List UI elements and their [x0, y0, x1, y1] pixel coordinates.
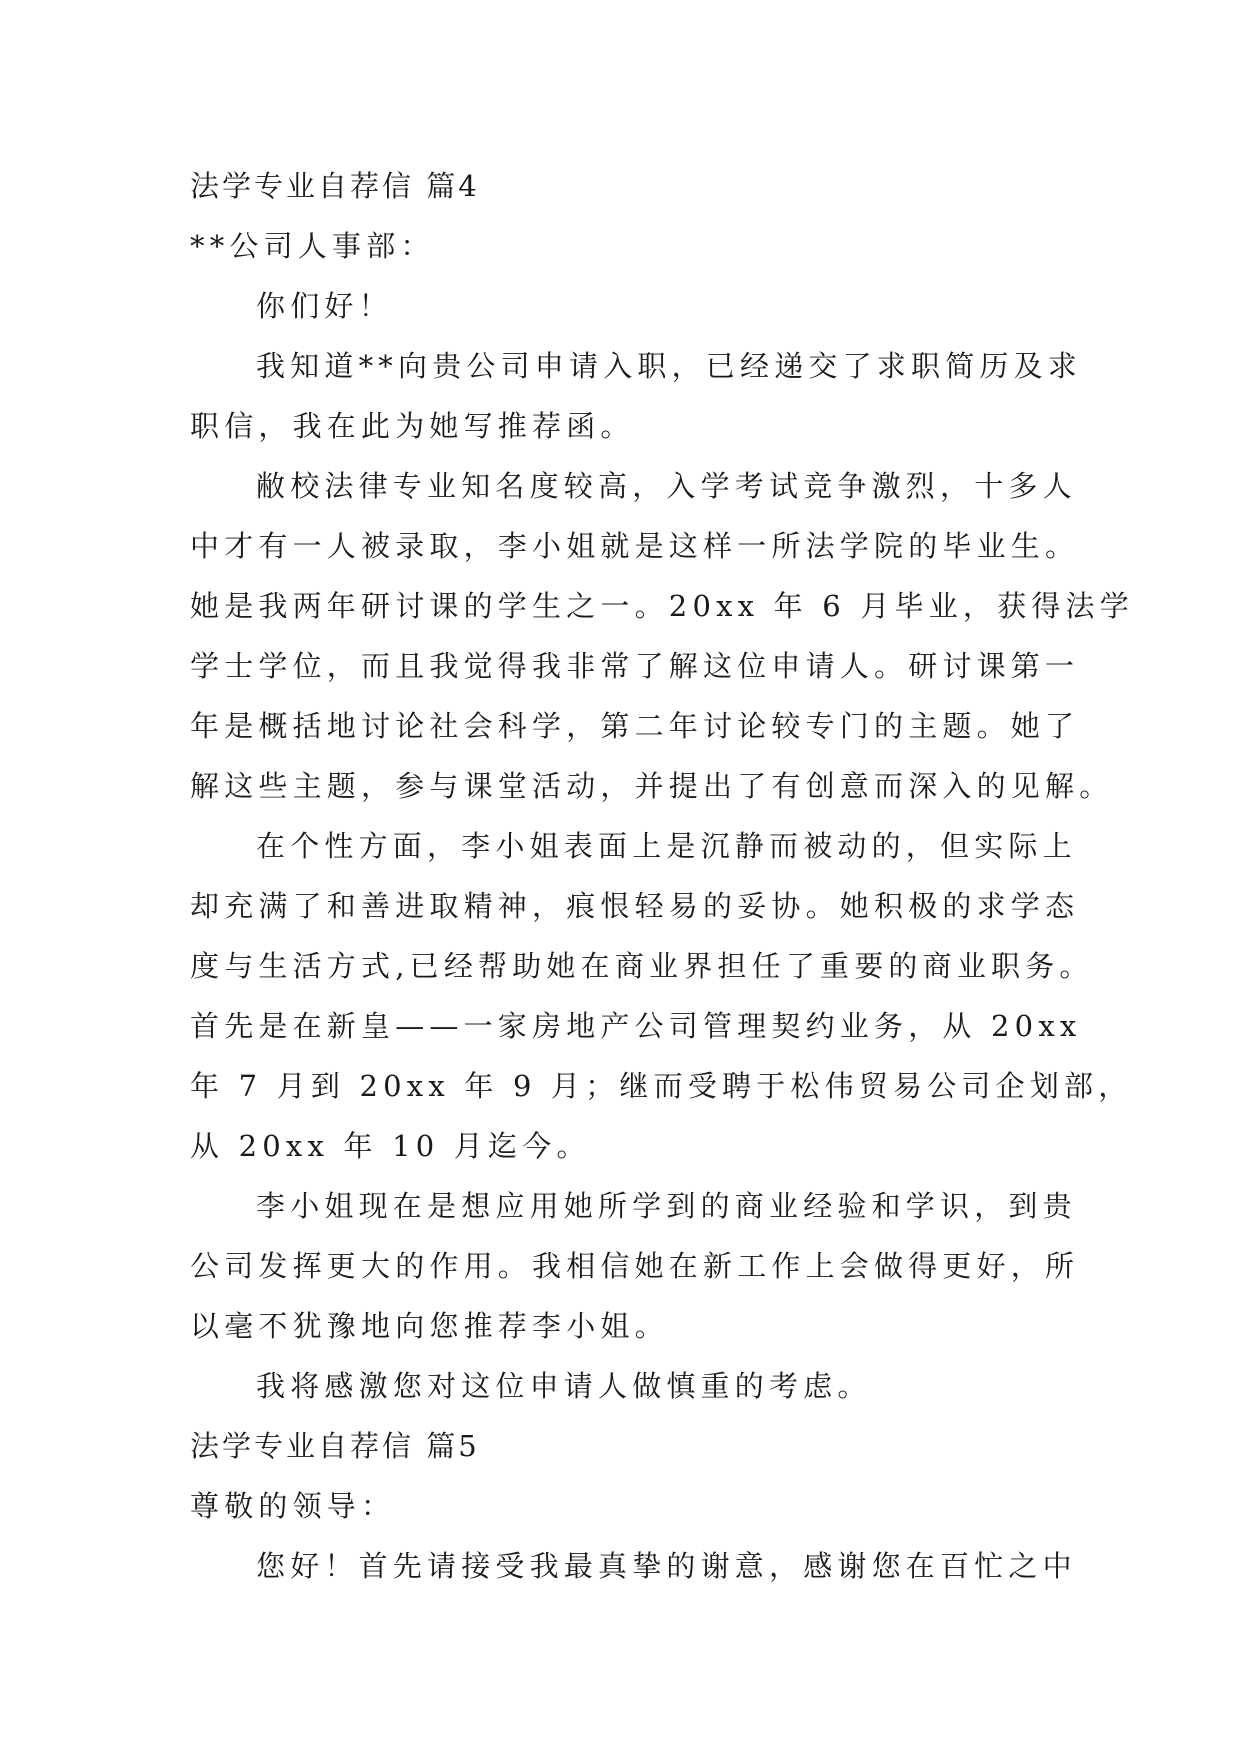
section-5-salutation: 尊敬的领导：: [190, 1489, 396, 1523]
body-line: 在个性方面，李小姐表面上是沉静而被动的，但实际上: [256, 829, 1077, 863]
body-line: 首先是在新皇——一家房地产公司管理契约业务，从 20xx: [190, 1009, 1082, 1043]
body-line: 公司发挥更大的作用。我相信她在新工作上会做得更好，所: [190, 1249, 1080, 1283]
body-line: 中才有一人被录取，李小姐就是这样一所法学院的毕业生。: [190, 529, 1080, 563]
body-line: 她是我两年研讨课的学生之一。20xx 年 6 月毕业，获得法学: [190, 589, 1134, 623]
body-line: 敝校法律专业知名度较高，入学考试竞争激烈，十多人: [256, 469, 1077, 503]
body-line: 解这些主题，参与课堂活动，并提出了有创意而深入的见解。: [190, 769, 1114, 803]
body-line: 李小姐现在是想应用她所学到的商业经验和学识，到贵: [256, 1189, 1077, 1223]
body-line: 从 20xx 年 10 月迄今。: [190, 1129, 591, 1163]
section-5-heading: 法学专业自荐信 篇5: [190, 1429, 480, 1463]
body-line: 您好！首先请接受我最真挚的谢意，感谢您在百忙之中: [256, 1549, 1077, 1583]
body-line: 却充满了和善进取精神，痕恨轻易的妥协。她积极的求学态: [190, 889, 1080, 923]
body-line: 我将感激您对这位申请人做慎重的考虑。: [256, 1369, 872, 1403]
body-line: 我知道**向贵公司申请入职，已经递交了求职简历及求: [256, 349, 1083, 383]
body-line: 学士学位，而且我觉得我非常了解这位申请人。研讨课第一: [190, 649, 1080, 683]
body-line: 年 7 月到 20xx 年 9 月；继而受聘于松伟贸易公司企划部，: [190, 1069, 1133, 1103]
body-line: 以毫不犹豫地向您推荐李小姐。: [190, 1309, 669, 1343]
body-line: 度与生活方式,已经帮助她在商业界担任了重要的商业职务。: [190, 949, 1094, 983]
section-4-greeting: 你们好！: [256, 289, 393, 323]
section-4-heading: 法学专业自荐信 篇4: [190, 169, 480, 203]
body-line: 年是概括地讨论社会科学，第二年讨论较专门的主题。她了: [190, 709, 1080, 743]
body-line: 职信，我在此为她写推荐函。: [190, 409, 635, 443]
section-4-salutation: **公司人事部：: [190, 229, 435, 263]
